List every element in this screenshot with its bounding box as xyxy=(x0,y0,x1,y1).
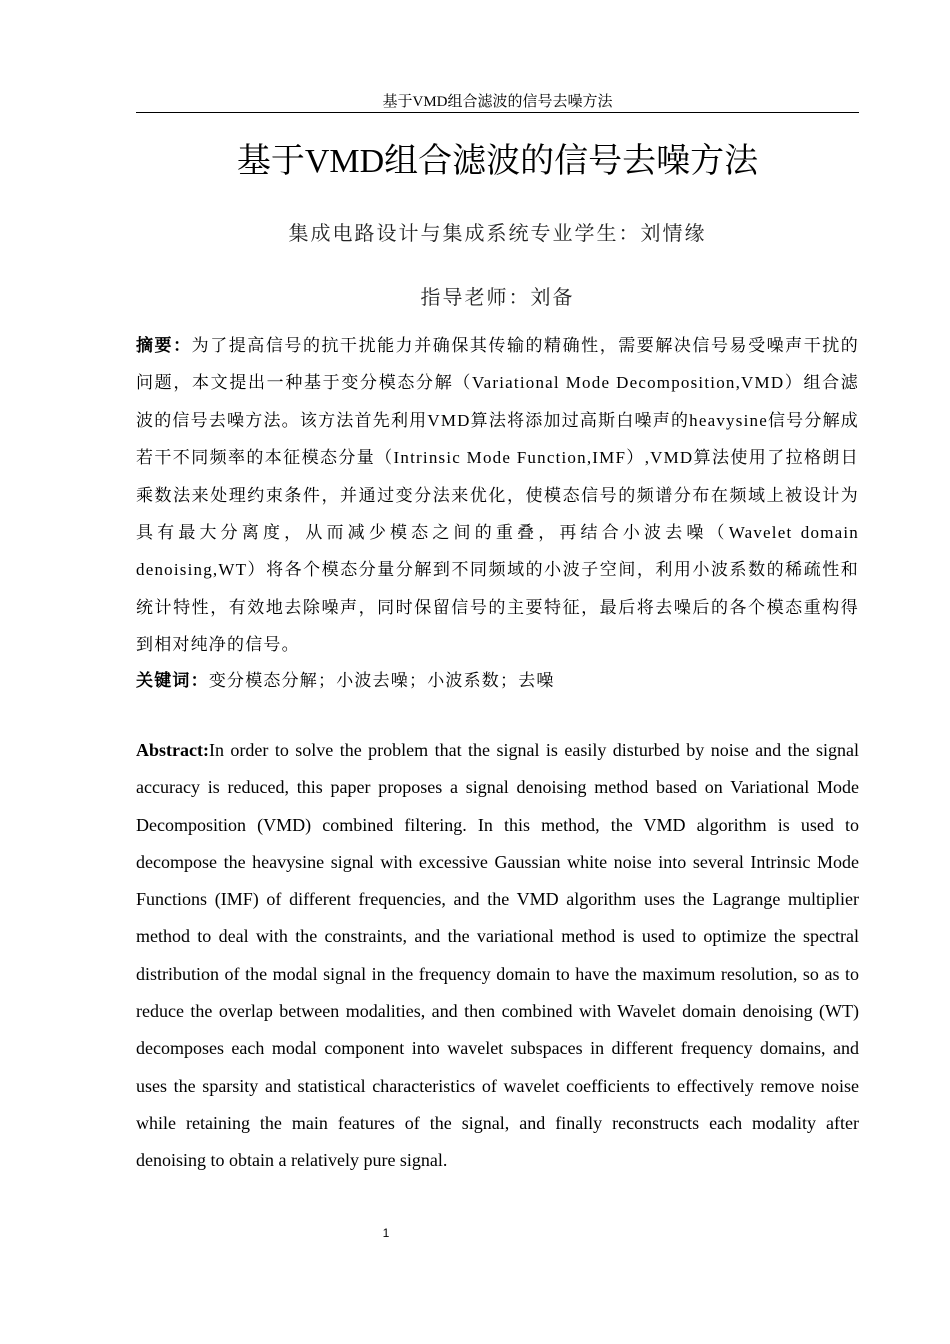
chinese-abstract xyxy=(136,327,859,664)
page-number: 1 xyxy=(382,1226,390,1240)
running-header: 基于VMD组合滤波的信号去噪方法 xyxy=(382,94,613,110)
chinese-keywords-label: 关键词： xyxy=(136,671,209,690)
author-line: 集成电路设计与集成系统专业学生：刘情缘 xyxy=(288,221,707,245)
header-divider xyxy=(136,112,859,113)
chinese-keywords-text: 变分模态分解；小波去噪；小波系数；去噪 xyxy=(208,671,555,690)
english-abstract xyxy=(136,732,859,1180)
chinese-abstract-text: 为了提高信号的抗干扰能力并确保其传输的精确性，需要解决信号易受噪声干扰的问题，本文提出一种基于变分模态分解（Variational Mode Decomposition,VMD）组合滤波的信号去噪方法。该方法首先利用VMD算法将添加过高斯白噪声的heavysine信号分解成若干不同频率的本征模态分量（Intrinsic Mode Function,IMF）,VMD算法使用了拉格朗日乘数法来处理约束条件，并通过变分法来优化，使模态信号的频谱分布在频域上被设计为具有最大分离度，从而减少模态之间的重叠，再结合小波去噪（Wavelet domain denoising,WT）将各个模态分量分解到不同频域的小波子空间，利用小波系数的稀疏性和统计特性，有效地去除噪声，同时保留信号的主要特征，最后将去噪后的各个模态重构得到相对纯净的信号。 xyxy=(136,336,860,655)
chinese-keywords xyxy=(136,662,859,699)
english-abstract-label: Abstract: xyxy=(136,740,209,760)
chinese-abstract-label: 摘要： xyxy=(136,336,192,355)
english-abstract-text: In order to solve the problem that the signal is easily disturbed by noise and the signal accuracy is reduced, this paper proposes a signal denoising method based on Variational Mode Decomposition (VMD) combined filtering. In this method, the VMD algorithm is used to decompose the heavysine signal with excessive Gaussian white noise into several Intrinsic Mode Functions (IMF) of different frequencies, and the VMD algorithm uses the Lagrange multiplier method to deal with the constraints, and the variational method is used to optimize the spectral distribution of the modal signal in the frequency domain to have the maximum resolution, so as to reduce the overlap between modalities, and then combined with Wavelet domain denoising (WT) decomposes each modal component into wavelet subspaces in different frequency domains, and uses the sparsity and statistical characteristics of wavelet coefficients to effectively remove noise while retaining the main features of the signal, and finally reconstructs each modality after denoising to obtain a relatively pure signal. xyxy=(136,740,859,1171)
advisor-line: 指导老师：刘备 xyxy=(420,285,575,309)
paper-title: 基于VMD组合滤波的信号去噪方法 xyxy=(236,143,759,180)
